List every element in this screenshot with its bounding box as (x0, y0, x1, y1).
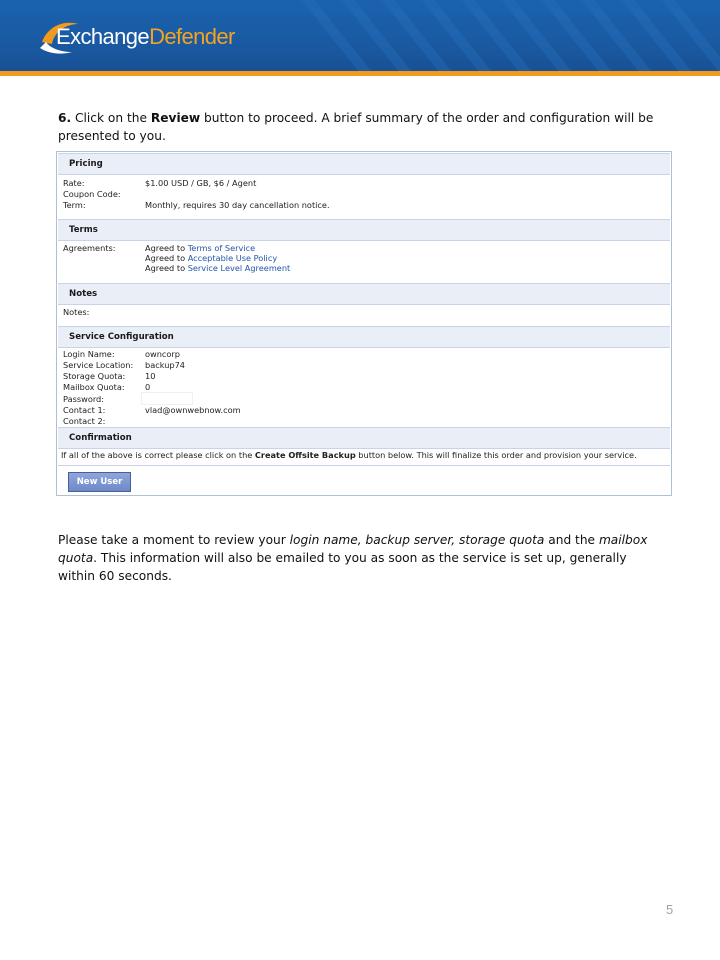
term-label: Term: (63, 200, 86, 210)
banner-accent-bar (0, 71, 720, 76)
service-configuration-header: Service Configuration (58, 326, 670, 348)
service-location-label: Service Location: (63, 360, 134, 370)
create-offsite-backup-mention: Create Offsite Backup (254, 450, 356, 460)
agreement-prefix: Agreed to (145, 253, 188, 263)
confirmation-header: Confirmation (58, 427, 670, 449)
confirmation-text-2: button below. This will finalize this order and provision your service. (355, 450, 637, 460)
review-italic-1: login name, backup server, storage quota (289, 533, 545, 547)
step-instruction (58, 109, 658, 145)
agreement-prefix: Agreed to (145, 243, 188, 253)
term-value: Monthly, requires 30 day cancellation notice. (145, 200, 330, 210)
step-number: 6. (58, 111, 72, 125)
review-text-2: and the (544, 533, 599, 547)
agreement-prefix: Agreed to (145, 263, 188, 273)
header-banner (0, 0, 720, 76)
page-number: 5 (666, 902, 674, 917)
notes-header: Notes (58, 283, 670, 305)
review-instruction (58, 531, 658, 585)
pricing-header: Pricing (58, 153, 670, 175)
review-text-1: Please take a moment to review your (58, 533, 290, 547)
order-review-panel (56, 151, 672, 496)
notes-label: Notes: (63, 307, 90, 317)
contact-1-value: vlad@ownwebnow.com (145, 405, 241, 415)
confirmation-text (61, 450, 637, 460)
password-label: Password: (63, 394, 105, 404)
logo-word-1: Exchange (56, 24, 150, 49)
terms-of-service-link[interactable]: Terms of Service (187, 243, 256, 253)
acceptable-use-policy-link[interactable]: Acceptable Use Policy (187, 253, 278, 263)
mailbox-quota-value: 0 (145, 382, 151, 392)
review-word: Review (150, 111, 201, 125)
contact-2-label: Contact 2: (63, 416, 106, 426)
step-text-1: Click on the (71, 111, 151, 125)
review-italic-2: mailbox quota (58, 533, 648, 565)
logo-wordmark (56, 24, 235, 50)
coupon-code-label: Coupon Code: (63, 189, 121, 199)
review-text-3: . This information will also be emailed to you as soon as the service is set up, generally within 60 seconds. (58, 551, 627, 583)
login-name-value: owncorp (145, 349, 180, 359)
agreement-item (145, 243, 255, 253)
storage-quota-value: 10 (145, 371, 156, 381)
rate-value: $1.00 USD / GB, $6 / Agent (145, 178, 257, 188)
agreement-item (145, 253, 277, 263)
divider (58, 465, 670, 466)
service-location-value: backup74 (145, 360, 186, 370)
storage-quota-label: Storage Quota: (63, 371, 126, 381)
step-text-2: button to proceed. A brief summary of the order and configuration will be presented to you. (58, 111, 654, 143)
confirmation-text-1: If all of the above is correct please click on the (61, 450, 255, 460)
password-redaction (141, 392, 193, 405)
mailbox-quota-label: Mailbox Quota: (63, 382, 125, 392)
logo-word-2: Defender (149, 24, 235, 49)
rate-label: Rate: (63, 178, 85, 188)
login-name-label: Login Name: (63, 349, 115, 359)
contact-1-label: Contact 1: (63, 405, 106, 415)
new-user-button[interactable]: New User (68, 472, 131, 492)
terms-header: Terms (58, 219, 670, 241)
service-level-agreement-link[interactable]: Service Level Agreement (187, 263, 291, 273)
agreements-label: Agreements: (63, 243, 116, 253)
agreement-item (145, 263, 290, 273)
